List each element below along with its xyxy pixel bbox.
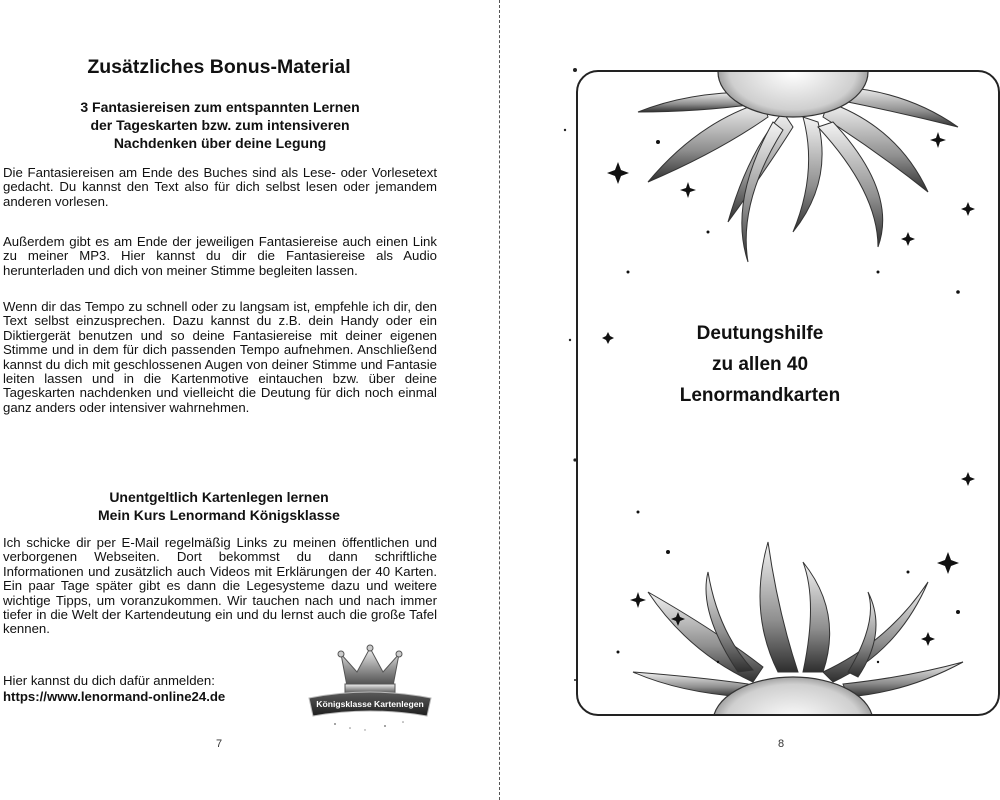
paragraph-intro: Die Fantasiereisen am Ende des Buches sind als Lese- oder Vorlesetext gedacht. Du kannst den Text also für dich selbst lesen oder jemandem anderen vorlesen. xyxy=(3,165,437,209)
sun-bottom-icon xyxy=(633,542,963,714)
signup-link[interactable]: https://www.lenormand-online24.de xyxy=(3,689,226,704)
subtitle-line: 3 Fantasiereisen zum entspannten Lernen xyxy=(80,99,360,115)
paragraph-course: Ich schicke dir per E-Mail regelmäßig Links zu meinen öffentlichen und verborgenen Webseiten. Dort bekommst du dann schriftliche Informationen und zusätzlich auch Videos mit Erklärungen der 40 Karten. Ein paar Tage später gibt es dann die Legesysteme dazu und weitere wichtige Tipps, um voranzukommen. Wir tauchen nach und nach immer tiefer in die Welt der Kartendeutung ein und du lernst auch die große Tafel kennen. xyxy=(3,535,437,637)
subtitle-line: Nachdenken über deine Legung xyxy=(113,135,327,151)
page-number: 8 xyxy=(778,738,785,750)
section-title xyxy=(0,488,438,524)
card-title xyxy=(500,318,1000,411)
crown-logo xyxy=(305,642,435,734)
page-title: Zusätzliches Bonus-Material xyxy=(87,56,351,78)
paragraph-mp3: Außerdem gibt es am Ende der jeweiligen Fantasiereise auch einen Link zu meiner MP3. Hier kannst du dir die Fantasiereise als Audio herunterladen und dich von meiner Stimme begleiten lassen. xyxy=(3,234,437,278)
subtitle xyxy=(10,98,430,152)
crown-icon xyxy=(338,645,402,694)
right-page xyxy=(500,0,1000,800)
card-title-line: Lenormandkarten xyxy=(679,385,841,406)
card-title-line: Deutungshilfe xyxy=(696,323,824,344)
paragraph-tempo: Wenn dir das Tempo zu schnell oder zu langsam ist, empfehle ich dir, den Text selbst einzusprechen. Dazu kannst du z.B. dein Handy oder ein Diktiergerät benutzen und so deine Fantasiereise mit deiner eigenen Stimme und in dem für dich passenden Tempo aufnehmen. Anschließend kannst du dich mit geschlossenen Augen von deiner Stimme und Fantasie leiten lassen und in die Kartenmotive eintauchen bzw. über deine Tageskarten nachdenken und vielleicht die Deutung für dich noch einmal ganz anders oder intensiver wahrnehmen. xyxy=(3,299,437,415)
page-number: 7 xyxy=(216,738,223,750)
signup-text: Hier kannst du dich dafür anmelden: xyxy=(3,673,215,688)
logo-text: Königsklasse Kartenlegen xyxy=(316,699,424,709)
card-title-line: zu allen 40 xyxy=(711,354,809,375)
section-title-line: Unentgeltlich Kartenlegen lernen xyxy=(109,489,329,505)
sun-top-icon xyxy=(638,72,958,262)
subtitle-line: der Tageskarten bzw. zum intensiveren xyxy=(90,117,350,133)
signup-block xyxy=(3,673,225,705)
section-title-line: Mein Kurs Lenormand Königsklasse xyxy=(98,507,340,523)
